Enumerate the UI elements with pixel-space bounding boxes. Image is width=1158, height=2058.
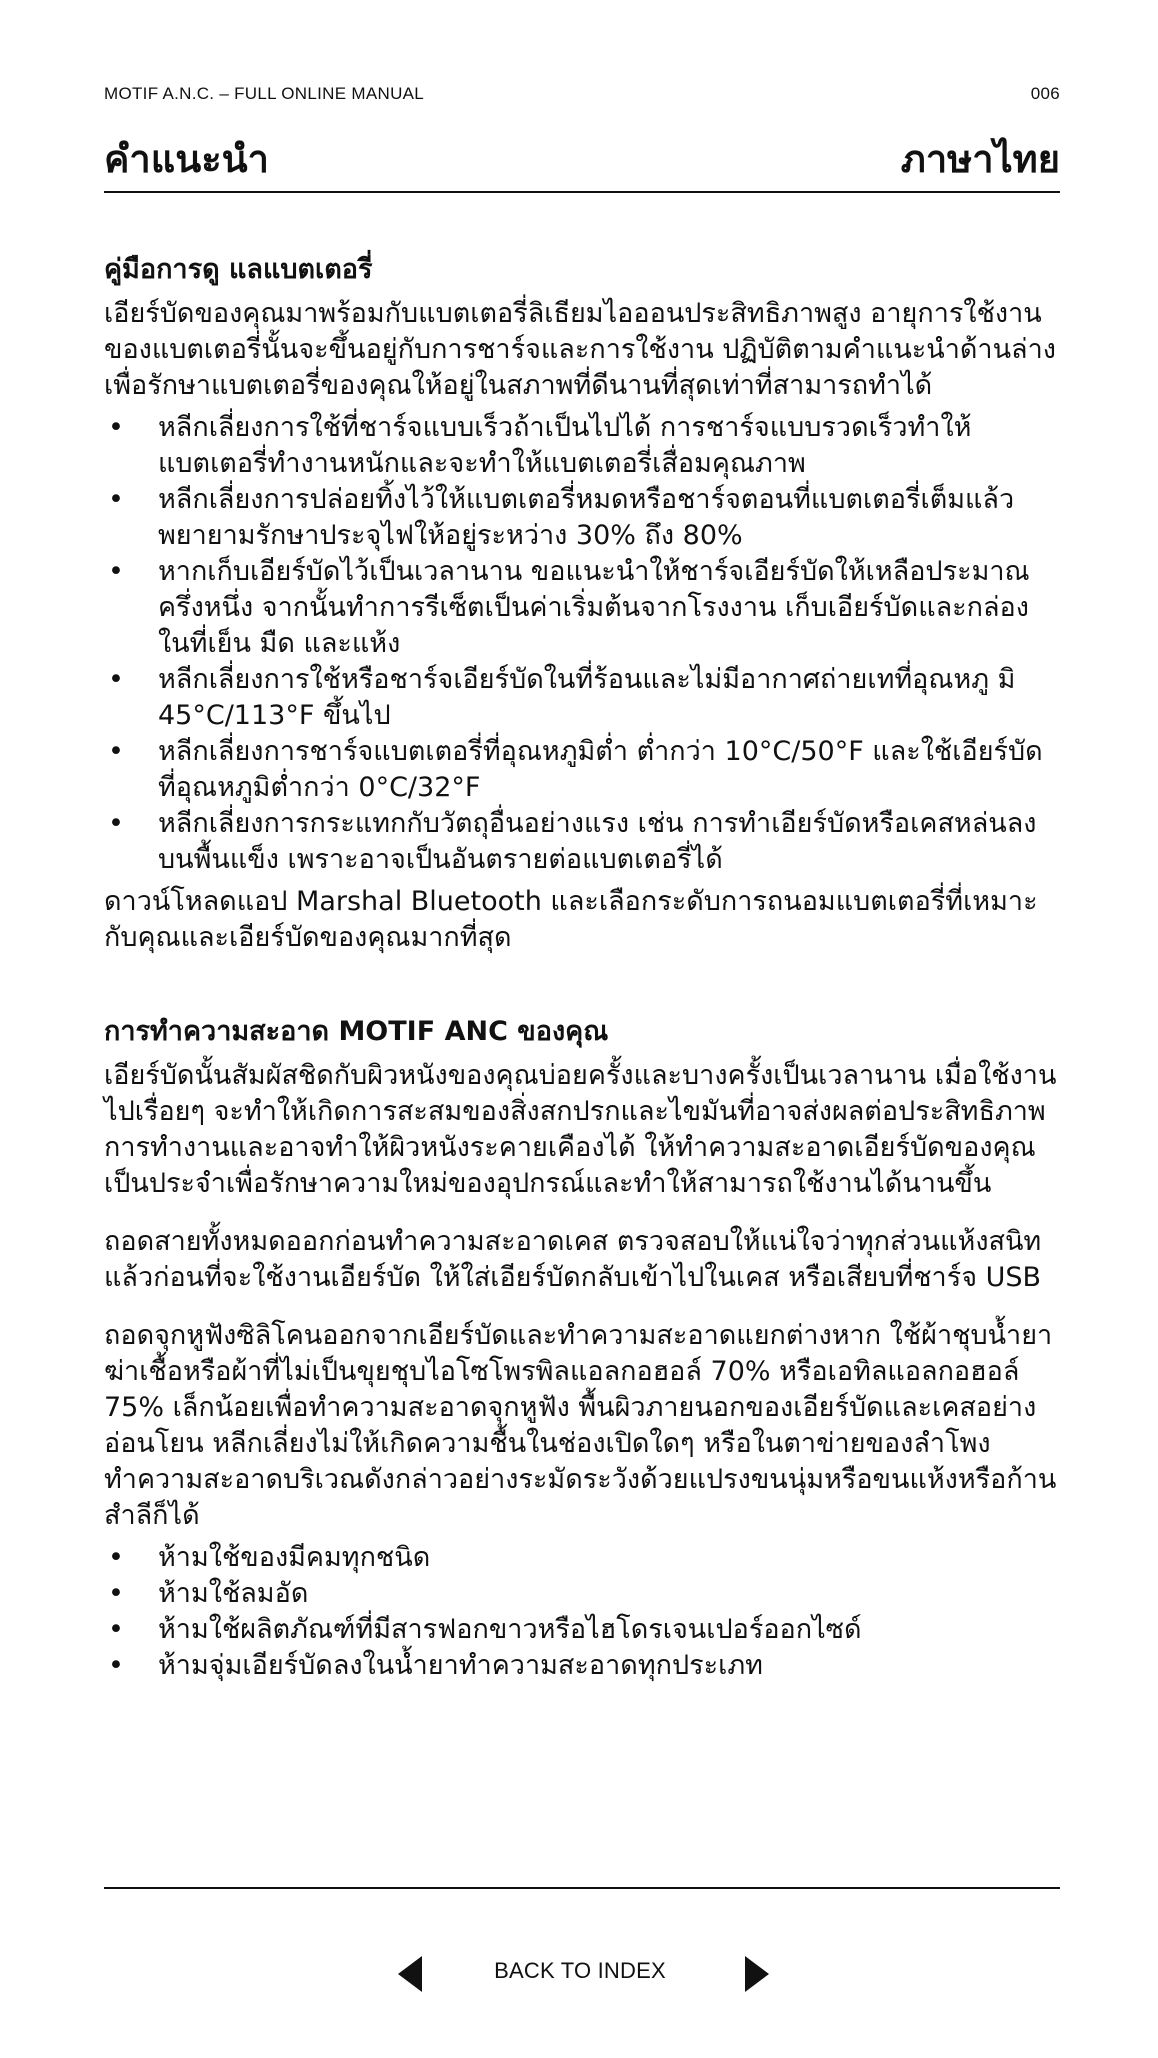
bullet-icon: • bbox=[108, 1614, 124, 1645]
battery-care-section bbox=[104, 250, 1060, 956]
top-bar bbox=[104, 84, 1060, 110]
cleaning-heading: การทำความสะอาด MOTIF ANC ของคุณ bbox=[104, 1016, 609, 1047]
list-item-text: หลีกเลี่ยงการใช้หรือชาร์จเอียร์บัดในที่ร้อนและไม่มีอากาศถ่ายเทที่อุณหภู มิ 45°C/113°F ขึ้นไป bbox=[158, 664, 1016, 731]
list-item bbox=[104, 410, 1060, 482]
bullet-icon: • bbox=[108, 664, 124, 695]
bullet-icon: • bbox=[108, 556, 124, 587]
list-item bbox=[104, 1576, 1060, 1612]
list-item bbox=[104, 554, 1060, 662]
bullet-icon: • bbox=[108, 736, 124, 767]
bullet-icon: • bbox=[108, 412, 124, 443]
list-item bbox=[104, 1540, 1060, 1576]
cleaning-paragraph-2: ถอดสายทั้งหมดออกก่อนทำความสะอาดเคส ตรวจสอบให้แน่ใจว่าทุกส่วนแห้งสนิทแล้วก่อนที่จะใช้งานเอียร์บัด ให้ใส่เอียร์บัดกลับเข้าไปในเคส หรือเสียบที่ชาร์จ USB bbox=[104, 1226, 1042, 1293]
battery-tips-list bbox=[104, 410, 1060, 878]
cleaning-paragraph-1: เอียร์บัดนั้นสัมผัสชิดกับผิวหนังของคุณบ่อยครั้งและบางครั้งเป็นเวลานาน เมื่อใช้งานไปเรื่อยๆ จะทำให้เกิดการสะสมของสิ่งสกปรกและไขมันที่อาจส่งผลต่อประสิทธิภาพการทำงานและอาจทำให้ผิวหนังระคายเคืองได้ ให้ทำความสะอาดเอียร์บัดของคุณเป็นประจำเพื่อรักษาความใหม่ของอุปกรณ์และทำให้สามารถใช้งานได้นานขึ้น bbox=[104, 1060, 1057, 1199]
list-item-text: หากเก็บเอียร์บัดไว้เป็นเวลานาน ขอแนะนำให้ชาร์จเอียร์บัดให้เหลือประมาณครึ่งหนึ่ง จากนั้นทำการรีเซ็ตเป็นค่าเริ่มต้นจากโรงงาน เก็บเอียร์บัดและกล่องในที่เย็น มืด และแห้ง bbox=[158, 556, 1030, 659]
page-number: 006 bbox=[1030, 84, 1060, 103]
bullet-icon: • bbox=[108, 1578, 124, 1609]
cleaning-section bbox=[104, 1012, 1060, 1684]
list-item bbox=[104, 1648, 1060, 1684]
back-to-index-link[interactable]: BACK TO INDEX bbox=[494, 1958, 666, 1983]
list-item-text: หลีกเลี่ยงการกระแทกกับวัตถุอื่นอย่างแรง เช่น การทำเอียร์บัดหรือเคสหล่นลงบนพื้นแข็ง เพราะอาจเป็นอันตรายต่อแบตเตอรี่ได้ bbox=[158, 808, 1037, 875]
footer-navigation bbox=[0, 1952, 1158, 2002]
section-title: คำแนะนำ bbox=[104, 137, 269, 181]
triangle-left-icon[interactable] bbox=[398, 1956, 422, 1992]
list-item bbox=[104, 1612, 1060, 1648]
bullet-icon: • bbox=[108, 1542, 124, 1573]
list-item bbox=[104, 482, 1060, 554]
cleaning-paragraph-3: ถอดจุกหูฟังซิลิโคนออกจากเอียร์บัดและทำความสะอาดแยกต่างหาก ใช้ผ้าชุบน้ำยาฆ่าเชื้อหรือผ้าที่ไม่เป็นขุยชุบไอโซโพรพิลแอลกอฮอล์ 70% หรือเอทิลแอลกอฮอล์ 75% เล็กน้อยเพื่อทำความสะอาดจุกหูฟัง พื้นผิวภายนอกของเอียร์บัดและเคสอย่างอ่อนโยน หลีกเลี่ยงไม่ให้เกิดความชื้นในช่องเปิดใดๆ หรือในตาข่ายของลำโพง ทำความสะอาดบริเวณดังกล่าวอย่างระมัดระวังด้วยแปรงขนนุ่มหรือขนแห้งหรือก้านสำลีก็ได้ bbox=[104, 1320, 1057, 1531]
list-item bbox=[104, 734, 1060, 806]
cleaning-warnings-list bbox=[104, 1540, 1060, 1684]
bullet-icon: • bbox=[108, 1650, 124, 1681]
list-item-text: ห้ามใช้ลมอัด bbox=[158, 1578, 309, 1609]
page-content bbox=[104, 250, 1060, 1690]
list-item bbox=[104, 806, 1060, 878]
bullet-icon: • bbox=[108, 484, 124, 515]
bullet-icon: • bbox=[108, 808, 124, 839]
header-divider bbox=[104, 191, 1060, 193]
triangle-right-icon[interactable] bbox=[745, 1956, 769, 1992]
battery-intro-paragraph: เอียร์บัดของคุณมาพร้อมกับแบตเตอรี่ลิเธียมไอออนประสิทธิภาพสูง อายุการใช้งานของแบตเตอรี่นั้นจะขึ้นอยู่กับการชาร์จและการใช้งาน ปฏิบัติตามคำแนะนำด้านล่างเพื่อรักษาแบตเตอรี่ของคุณให้อยู่ในสภาพที่ดีนานที่สุดเท่าที่สามารถทำได้ bbox=[104, 298, 1056, 401]
list-item-text: หลีกเลี่ยงการชาร์จแบตเตอรี่ที่อุณหภูมิต่ำ ต่ำกว่า 10°C/50°F และใช้เอียร์บัดที่อุณหภูมิต่ำกว่า 0°C/32°F bbox=[158, 736, 1043, 803]
language-label: ภาษาไทย bbox=[900, 137, 1060, 181]
list-item-text: ห้ามจุ่มเอียร์บัดลงในน้ำยาทำความสะอาดทุกประเภท bbox=[158, 1650, 763, 1681]
battery-outro-paragraph: ดาวน์โหลดแอป Marshal Bluetooth และเลือกระดับการถนอมแบตเตอรี่ที่เหมาะกับคุณและเอียร์บัดของคุณมากที่สุด bbox=[104, 886, 1038, 953]
list-item-text: ห้ามใช้ของมีคมทุกชนิด bbox=[158, 1542, 431, 1573]
list-item-text: ห้ามใช้ผลิตภัณฑ์ที่มีสารฟอกขาวหรือไฮโดรเจนเปอร์ออกไซด์ bbox=[158, 1614, 862, 1645]
list-item-text: หลีกเลี่ยงการปล่อยทิ้งไว้ให้แบตเตอรี่หมดหรือชาร์จตอนที่แบตเตอรี่เต็มแล้ว พยายามรักษาประจุไฟให้อยู่ระหว่าง 30% ถึง 80% bbox=[158, 484, 1015, 551]
battery-care-heading: คู่มือการดู แลแบตเตอรี่ bbox=[104, 254, 373, 285]
page-header bbox=[104, 128, 1060, 190]
footer-divider bbox=[104, 1887, 1060, 1889]
list-item bbox=[104, 662, 1060, 734]
list-item-text: หลีกเลี่ยงการใช้ที่ชาร์จแบบเร็วถ้าเป็นไปได้ การชาร์จแบบรวดเร็วทำให้แบตเตอรี่ทำงานหนักและจะทำให้แบตเตอรี่เสื่อมคุณภาพ bbox=[158, 412, 972, 479]
document-title: MOTIF A.N.C. – FULL ONLINE MANUAL bbox=[104, 84, 425, 103]
